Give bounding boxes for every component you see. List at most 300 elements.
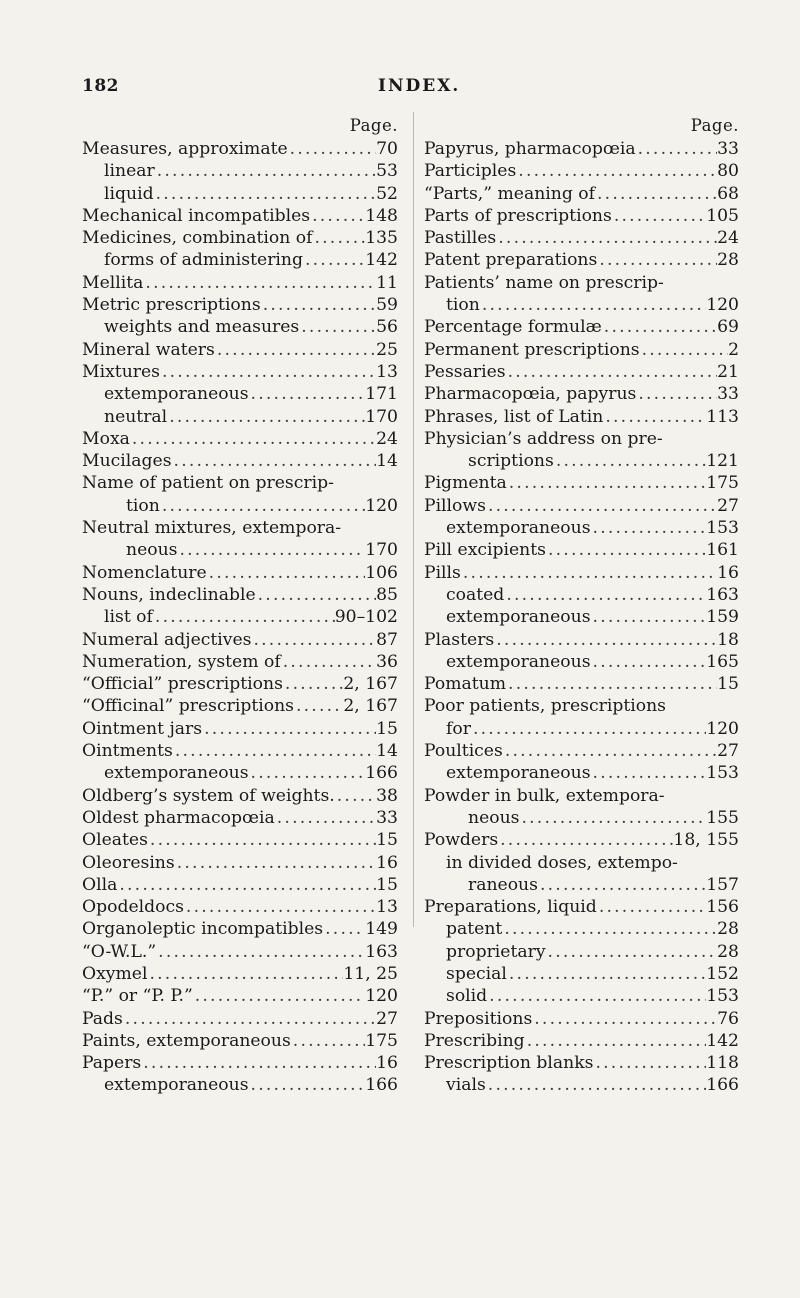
index-page-ref: 153 — [706, 763, 739, 784]
index-entry — [424, 227, 739, 249]
index-page-ref: 18, 155 — [673, 830, 739, 851]
index-page-ref: 38 — [376, 785, 398, 806]
index-term: Metric prescriptions — [82, 295, 261, 316]
index-page-ref: 33 — [376, 807, 398, 828]
index-entry — [82, 472, 398, 494]
index-page-ref: 18 — [717, 629, 739, 650]
index-term: Pillows — [424, 495, 486, 516]
dot-leader — [117, 874, 376, 896]
index-page-ref: 15 — [376, 830, 398, 851]
index-page-ref: 16 — [376, 1053, 398, 1074]
index-entry — [82, 985, 398, 1007]
index-entry — [82, 896, 398, 918]
index-page-ref: 121 — [706, 451, 739, 472]
index-entry — [82, 918, 398, 940]
index-term: Measures, approximate — [82, 139, 288, 159]
index-entry — [82, 785, 398, 807]
index-entry — [82, 740, 398, 762]
index-page-ref: 80 — [717, 161, 739, 182]
index-page-ref: 153 — [706, 986, 739, 1007]
index-entry — [82, 517, 398, 539]
index-term: list of — [104, 607, 153, 628]
index-term: raneous — [468, 874, 538, 895]
dot-leader — [494, 629, 717, 651]
index-term: Pomatum — [424, 674, 507, 695]
index-entry — [424, 606, 739, 628]
index-entry — [82, 673, 398, 695]
dot-leader — [141, 1052, 376, 1074]
index-entry — [424, 629, 739, 651]
index-entry — [424, 963, 739, 985]
index-page-ref: 25 — [376, 339, 398, 360]
index-entry — [424, 339, 739, 361]
index-term: Paints, extemporaneous — [82, 1030, 291, 1051]
index-page-ref: 21 — [717, 361, 739, 382]
index-term: for — [446, 718, 471, 739]
index-term: “P.” or “P. P.” — [82, 986, 193, 1007]
index-page-ref: 36 — [376, 651, 398, 672]
index-term: Pastilles — [424, 228, 497, 249]
dot-leader — [249, 1074, 366, 1096]
index-entry — [424, 785, 739, 807]
index-term: vials — [446, 1075, 486, 1096]
dot-leader — [502, 918, 717, 940]
index-term: Pigmenta — [424, 473, 507, 494]
index-entry — [82, 227, 398, 249]
index-page-ref: 165 — [706, 651, 739, 672]
index-term: linear — [104, 161, 155, 182]
index-entry — [424, 316, 739, 338]
index-entry — [82, 160, 398, 182]
index-page-ref: 157 — [706, 874, 739, 895]
index-entry — [82, 1008, 398, 1030]
index-page-ref: 170 — [365, 406, 398, 427]
dot-leader — [506, 361, 718, 383]
index-term: Powders — [424, 830, 499, 851]
index-page-ref: 2 — [728, 339, 739, 360]
dot-leader — [283, 673, 343, 695]
index-term: extemporaneous — [446, 763, 591, 784]
index-entry — [82, 316, 398, 338]
dot-leader — [486, 1074, 706, 1096]
index-term: Mellita — [82, 272, 144, 293]
index-term: extemporaneous — [446, 651, 591, 672]
index-entry — [82, 1030, 398, 1052]
index-entry — [424, 584, 739, 606]
index-entry — [424, 896, 739, 918]
dot-leader — [323, 918, 365, 940]
index-entry — [424, 160, 739, 182]
index-entry — [82, 339, 398, 361]
dot-leader — [202, 718, 376, 740]
index-term: tion — [126, 495, 160, 516]
index-entry — [82, 852, 398, 874]
dot-leader — [207, 562, 366, 584]
dot-leader — [591, 517, 707, 539]
dot-leader — [471, 718, 706, 740]
index-term: Participles — [424, 161, 517, 182]
dot-leader — [249, 762, 366, 784]
index-page-ref: 2, 167 — [343, 674, 398, 695]
index-term: extemporaneous — [104, 384, 249, 405]
index-term: Parts of prescriptions — [424, 205, 612, 226]
index-page-ref: 159 — [706, 607, 739, 628]
index-entry — [424, 852, 739, 874]
dot-leader — [288, 138, 376, 160]
index-term: Preparations, liquid — [424, 897, 597, 918]
dot-leader — [486, 495, 717, 517]
index-entry — [82, 1052, 398, 1074]
index-page-ref: 27 — [717, 741, 739, 762]
index-page-ref: 13 — [376, 361, 398, 382]
index-page-ref: 27 — [717, 495, 739, 516]
dot-leader — [335, 785, 376, 807]
dot-leader — [275, 807, 376, 829]
index-entries-left — [82, 138, 398, 1097]
index-term: Moxa — [82, 428, 130, 449]
dot-leader — [123, 1008, 376, 1030]
index-term: Ointment jars — [82, 718, 203, 739]
index-entry — [82, 428, 398, 450]
index-page-ref: 76 — [717, 1008, 739, 1029]
index-term: Numeral adjectives — [82, 629, 252, 650]
index-term: Poor patients, prescriptions — [424, 696, 666, 717]
dot-leader — [546, 941, 718, 963]
index-term: Permanent prescriptions — [424, 339, 640, 360]
index-term: Mechanical incompatibles — [82, 205, 311, 226]
dot-leader — [636, 138, 718, 160]
dot-leader — [167, 406, 365, 428]
dot-leader — [172, 450, 377, 472]
index-term: Numeration, system of — [82, 651, 281, 672]
dot-leader — [154, 183, 377, 205]
dot-leader — [503, 740, 717, 762]
index-page-ref: 171 — [365, 384, 398, 405]
index-term: Oleates — [82, 830, 148, 851]
index-term: Neutral mixtures, extempora- — [82, 518, 342, 539]
index-page-ref: 53 — [376, 161, 398, 182]
dot-leader — [593, 1052, 706, 1074]
index-term: Oldberg’s system of weights. — [82, 785, 335, 806]
index-entry — [82, 629, 398, 651]
dot-leader — [461, 562, 717, 584]
index-page-ref: 15 — [376, 874, 398, 895]
dot-leader — [155, 160, 376, 182]
dot-leader — [532, 1008, 717, 1030]
index-term: neutral — [104, 406, 168, 427]
index-term: neous — [468, 807, 520, 828]
index-page-ref: 56 — [376, 317, 398, 338]
index-entry — [424, 718, 739, 740]
index-entry — [424, 183, 739, 205]
index-entry — [82, 495, 398, 517]
index-page-ref: 166 — [706, 1075, 739, 1096]
dot-leader — [251, 629, 376, 651]
dot-leader — [591, 651, 707, 673]
index-entry — [424, 272, 739, 294]
index-entry — [82, 406, 398, 428]
index-entry — [82, 450, 398, 472]
index-page-ref: 68 — [717, 183, 739, 204]
index-page-ref: 28 — [717, 919, 739, 940]
dot-leader — [640, 339, 728, 361]
index-term: Name of patient on prescrip- — [82, 473, 334, 494]
index-entry — [424, 1030, 739, 1052]
index-column-left — [82, 116, 398, 1097]
index-term: Powder in bulk, extempora- — [424, 785, 665, 806]
index-term: “Official” prescriptions — [82, 674, 283, 695]
dot-leader — [143, 272, 376, 294]
index-term: scriptions — [468, 451, 554, 472]
index-term: “O-W.L.” — [82, 941, 157, 962]
index-term: Papers — [82, 1053, 142, 1074]
index-entry — [424, 941, 739, 963]
index-page-ref: 170 — [365, 540, 398, 561]
dot-leader — [597, 896, 706, 918]
index-entry — [82, 829, 398, 851]
index-entry — [424, 673, 739, 695]
dot-leader — [525, 1030, 707, 1052]
index-term: extemporaneous — [104, 763, 249, 784]
dot-leader — [261, 294, 376, 316]
index-entry — [82, 294, 398, 316]
index-term: Pessaries — [424, 361, 506, 382]
dot-leader — [303, 249, 365, 271]
dot-leader — [177, 539, 365, 561]
index-entry — [82, 651, 398, 673]
index-page-ref: 166 — [365, 1075, 398, 1096]
index-entry — [424, 651, 739, 673]
index-term: Mineral waters — [82, 339, 215, 360]
index-entry — [82, 718, 398, 740]
index-term: Opodeldocs — [82, 897, 184, 918]
dot-leader — [603, 406, 706, 428]
index-page-ref: 135 — [365, 228, 398, 249]
index-entry — [424, 517, 739, 539]
index-term: solid — [446, 986, 488, 1007]
column-header-page: Page. — [690, 116, 739, 135]
index-term: Pads — [82, 1008, 123, 1029]
index-page-ref: 175 — [706, 473, 739, 494]
index-page-ref: 16 — [376, 852, 398, 873]
index-entry — [424, 539, 739, 561]
dot-leader — [516, 160, 717, 182]
dot-leader — [299, 316, 376, 338]
index-page-ref: 16 — [717, 562, 739, 583]
dot-leader — [173, 740, 376, 762]
index-entry — [424, 450, 739, 472]
index-term: Plasters — [424, 629, 495, 650]
index-term: Patients’ name on prescrip- — [424, 272, 664, 293]
index-entry — [82, 807, 398, 829]
running-title: INDEX. — [378, 76, 461, 96]
index-entry — [82, 249, 398, 271]
dot-leader — [294, 695, 343, 717]
index-page-ref: 148 — [365, 205, 398, 226]
dot-leader — [184, 896, 376, 918]
index-term: forms of administering — [104, 250, 303, 271]
index-entry — [82, 941, 398, 963]
index-page-ref: 120 — [365, 986, 398, 1007]
index-term: tion — [446, 295, 480, 316]
dot-leader — [591, 606, 707, 628]
index-page-ref: 163 — [706, 584, 739, 605]
index-entry — [82, 762, 398, 784]
index-entry — [82, 272, 398, 294]
index-term: special — [446, 963, 507, 984]
page-number: 182 — [82, 76, 119, 96]
dot-leader — [148, 829, 376, 851]
index-term: Patent preparations — [424, 250, 598, 271]
index-entry — [82, 383, 398, 405]
index-page-ref: 118 — [706, 1053, 739, 1074]
dot-leader — [506, 673, 717, 695]
dot-leader — [156, 941, 365, 963]
dot-leader — [249, 383, 366, 405]
dot-leader — [507, 472, 706, 494]
index-entry — [424, 1052, 739, 1074]
dot-leader — [215, 339, 376, 361]
index-entry — [82, 562, 398, 584]
index-term: Medicines, combination of — [82, 228, 313, 249]
index-page-ref: 90–102 — [334, 607, 398, 628]
dot-leader — [519, 807, 706, 829]
index-entry — [424, 829, 739, 851]
index-term: “Officinal” prescriptions — [82, 696, 294, 717]
index-page-ref: 152 — [706, 963, 739, 984]
dot-leader — [597, 249, 717, 271]
index-entry — [82, 606, 398, 628]
dot-leader — [538, 874, 706, 896]
index-term: Oldest pharmacopœia — [82, 807, 275, 828]
index-term: Nouns, indeclinable — [82, 584, 256, 605]
index-column-right — [424, 116, 739, 1097]
index-entries-right — [424, 138, 739, 1097]
dot-leader — [160, 495, 365, 517]
index-term: Pill excipients — [424, 540, 546, 561]
dot-leader — [147, 963, 343, 985]
index-entry — [424, 361, 739, 383]
index-page-ref: 149 — [365, 919, 398, 940]
index-entry — [82, 695, 398, 717]
dot-leader — [496, 227, 717, 249]
column-header-page: Page. — [349, 116, 398, 135]
index-page-ref: 163 — [365, 941, 398, 962]
index-term: extemporaneous — [446, 607, 591, 628]
index-term: Mucilages — [82, 451, 172, 472]
dot-leader — [498, 829, 673, 851]
index-term: Oxymel — [82, 963, 148, 984]
dot-leader — [312, 227, 365, 249]
index-term: Pills — [424, 562, 461, 583]
index-page-ref: 120 — [706, 718, 739, 739]
index-term: weights and measures — [104, 317, 300, 338]
index-page-ref: 33 — [717, 384, 739, 405]
index-term: patent — [446, 919, 503, 940]
index-entry — [424, 138, 739, 160]
index-entry — [424, 874, 739, 896]
index-page-ref: 14 — [376, 451, 398, 472]
index-entry — [424, 562, 739, 584]
index-entry — [424, 472, 739, 494]
index-entry — [424, 205, 739, 227]
index-term: “Parts,” meaning of — [424, 183, 596, 204]
index-entry — [424, 249, 739, 271]
index-term: liquid — [104, 183, 154, 204]
index-page-ref: 11 — [376, 272, 398, 293]
dot-leader — [480, 294, 706, 316]
dot-leader — [636, 383, 717, 405]
index-entry — [424, 985, 739, 1007]
index-page-ref: 2, 167 — [343, 696, 398, 717]
index-term: Olla — [82, 874, 118, 895]
index-page-ref: 105 — [706, 205, 739, 226]
index-page-ref: 106 — [365, 562, 398, 583]
index-page-ref: 52 — [376, 183, 398, 204]
index-entry — [82, 539, 398, 561]
index-term: Phrases, list of Latin — [424, 406, 604, 427]
index-term: Prescribing — [424, 1030, 525, 1051]
index-page-ref: 153 — [706, 518, 739, 539]
index-term: Prescription blanks — [424, 1053, 594, 1074]
page-header — [0, 76, 800, 104]
index-page-ref: 120 — [365, 495, 398, 516]
index-entry — [424, 695, 739, 717]
dot-leader — [256, 584, 377, 606]
index-page-ref: 175 — [365, 1030, 398, 1051]
index-page-ref: 15 — [376, 718, 398, 739]
index-page-ref: 166 — [365, 763, 398, 784]
dot-leader — [546, 539, 706, 561]
index-entry — [82, 138, 398, 160]
column-divider — [413, 112, 414, 927]
index-page-ref: 69 — [717, 317, 739, 338]
index-entry — [424, 383, 739, 405]
dot-leader — [612, 205, 706, 227]
index-term: in divided doses, extempo- — [446, 852, 678, 873]
index-entry — [424, 740, 739, 762]
index-entry — [424, 807, 739, 829]
index-term: Nomenclature — [82, 562, 207, 583]
index-page-ref: 33 — [717, 139, 739, 159]
dot-leader — [554, 450, 706, 472]
index-page-ref: 27 — [376, 1008, 398, 1029]
index-entry — [424, 1008, 739, 1030]
index-page-ref: 142 — [365, 250, 398, 271]
index-entry — [424, 762, 739, 784]
index-term: Papyrus, pharmacopœia — [424, 139, 636, 159]
dot-leader — [310, 205, 365, 227]
index-entry — [424, 428, 739, 450]
index-entry — [424, 918, 739, 940]
index-entry — [82, 183, 398, 205]
index-page-ref: 11, 25 — [343, 963, 398, 984]
index-entry — [82, 361, 398, 383]
index-page-ref: 28 — [717, 250, 739, 271]
index-term: Percentage formulæ — [424, 317, 602, 338]
index-page-ref: 70 — [376, 139, 398, 159]
dot-leader — [507, 963, 706, 985]
dot-leader — [193, 985, 365, 1007]
index-term: Prepositions — [424, 1008, 533, 1029]
index-term: Mixtures — [82, 361, 160, 382]
dot-leader — [160, 361, 376, 383]
index-entry — [82, 874, 398, 896]
index-term: coated — [446, 584, 505, 605]
dot-leader — [504, 584, 706, 606]
index-term: proprietary — [446, 941, 546, 962]
index-entry — [424, 406, 739, 428]
